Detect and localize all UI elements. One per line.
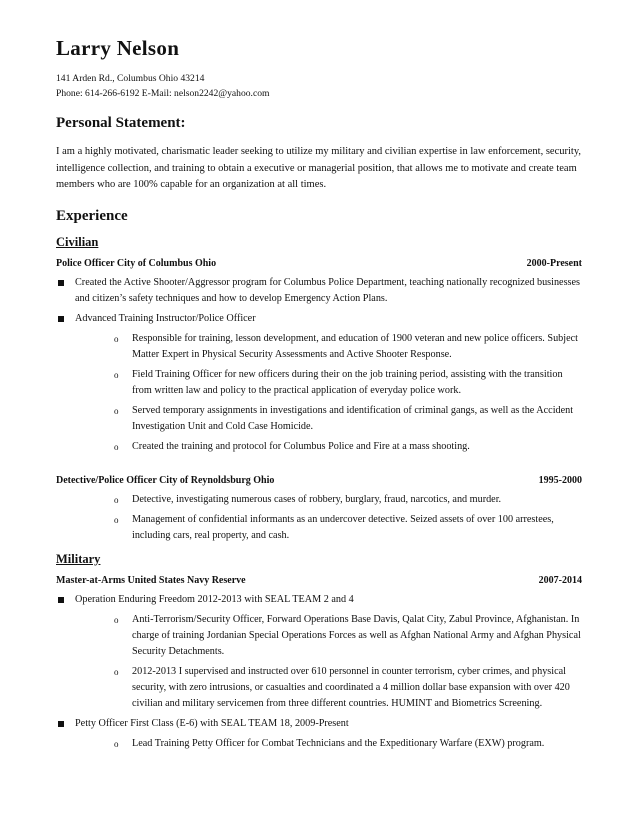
bullet-item — [56, 275, 582, 307]
candidate-name: Larry Nelson — [56, 36, 180, 60]
circle-bullet-icon: o — [114, 333, 119, 344]
sub-bullet-item — [56, 367, 582, 399]
sub-bullet-item — [56, 664, 582, 712]
square-bullet-icon — [58, 316, 64, 322]
sub-bullet-item — [56, 331, 582, 363]
circle-bullet-icon: o — [114, 614, 119, 625]
bullet-text: Created the Active Shooter/Aggressor program for Columbus Police Department, teaching nationally recognized businesses and citizen’s safety techniques and how to develop Emergency Action Plans. — [75, 276, 580, 304]
bullet-item — [56, 592, 582, 608]
circle-bullet-icon: o — [114, 514, 119, 525]
job-row — [56, 575, 582, 586]
circle-bullet-icon: o — [114, 666, 119, 677]
sub-bullet-text: Field Training Officer for new officers during their on the job training period, assisting with the transition from written law and policy to the practical application of everyday police work. — [132, 368, 563, 396]
job-title: Master-at-Arms United States Navy Reserve — [56, 574, 246, 586]
job-title: Police Officer City of Columbus Ohio — [56, 257, 217, 269]
sub-bullet-item — [56, 512, 582, 544]
job-row — [56, 258, 582, 269]
sub-bullet-text: Detective, investigating numerous cases of robbery, burglary, fraud, narcotics, and murder. — [132, 493, 502, 505]
resume-page — [56, 30, 582, 756]
sub-bullet-text: 2012-2013 I supervised and instructed over 610 personnel in counter terrorism, cyber crimes, and physical security, with zero intrusions, or casualties and coordinated a 4 million dollar base expansion with over 420 civilian and military servicemen from three different countries. HUMINT and Biometrics Screening. — [132, 665, 570, 709]
circle-bullet-icon: o — [114, 405, 119, 416]
circle-bullet-icon: o — [114, 441, 119, 452]
circle-bullet-icon: o — [114, 738, 119, 749]
sub-bullet-item — [56, 403, 582, 435]
experience-heading: Experience — [56, 207, 128, 224]
job-row — [56, 475, 582, 486]
sub-bullet-text: Served temporary assignments in investigations and identification of criminal gangs, as well as the Accident Investigation Unit and Cold Case Homicide. — [132, 404, 574, 432]
sub-bullet-text: Lead Training Petty Officer for Combat Technicians and the Expeditionary Warfare (EXW) program. — [132, 737, 545, 749]
square-bullet-icon — [58, 280, 64, 286]
bullet-text: Petty Officer First Class (E-6) with SEAL TEAM 18, 2009-Present — [75, 717, 349, 729]
address: 141 Arden Rd., Columbus Ohio 43214 — [56, 73, 205, 84]
circle-bullet-icon: o — [114, 369, 119, 380]
phone-email: Phone: 614-266-6192 E-Mail: nelson2242@yahoo.com — [56, 88, 270, 99]
bullet-item — [56, 716, 582, 732]
sub-bullet-item — [56, 612, 582, 660]
bullet-text: Advanced Training Instructor/Police Officer — [75, 312, 256, 324]
civilian-heading: Civilian — [56, 234, 99, 249]
personal-statement-heading: Personal Statement: — [56, 115, 186, 131]
sub-bullet-item — [56, 736, 582, 752]
sub-bullet-item — [56, 439, 582, 455]
sub-bullet-text: Created the training and protocol for Columbus Police and Fire at a mass shooting. — [132, 440, 470, 452]
job-dates: 2007-2014 — [538, 574, 582, 586]
military-heading: Military — [56, 551, 101, 566]
square-bullet-icon — [58, 597, 64, 603]
sub-bullet-item — [56, 492, 582, 508]
sub-bullet-text: Management of confidential informants as an undercover detective. Seized assets of over 100 arrestees, including cars, real property, and cash. — [132, 513, 554, 541]
job-title: Detective/Police Officer City of Reynoldsburg Ohio — [56, 474, 275, 486]
square-bullet-icon — [58, 721, 64, 727]
bullet-text: Operation Enduring Freedom 2012-2013 with SEAL TEAM 2 and 4 — [75, 593, 354, 605]
bullet-item — [56, 311, 582, 327]
sub-bullet-text: Responsible for training, lesson development, and education of 1900 veteran and new police officers. Subject Matter Expert in Physical Security Assessments and Active Shooter Response. — [132, 332, 578, 360]
sub-bullet-text: Anti-Terrorism/Security Officer, Forward Operations Base Davis, Qalat City, Zabul Province, Afghanistan. In charge of training Jordanian Special Operations Forces as well as Afghan National Army and Afghan Physical Security Detachments. — [132, 613, 581, 657]
circle-bullet-icon: o — [114, 494, 119, 505]
job-dates: 2000-Present — [526, 257, 582, 269]
job-dates: 1995-2000 — [538, 474, 582, 486]
personal-statement-text: I am a highly motivated, charismatic leader seeking to utilize my military and civilian expertise in law enforcement, security, intelligence collection, and training to obtain a executive or managerial position, that allows me to motivate and create team members who are 100% capable for an organization at all times. — [56, 146, 582, 190]
